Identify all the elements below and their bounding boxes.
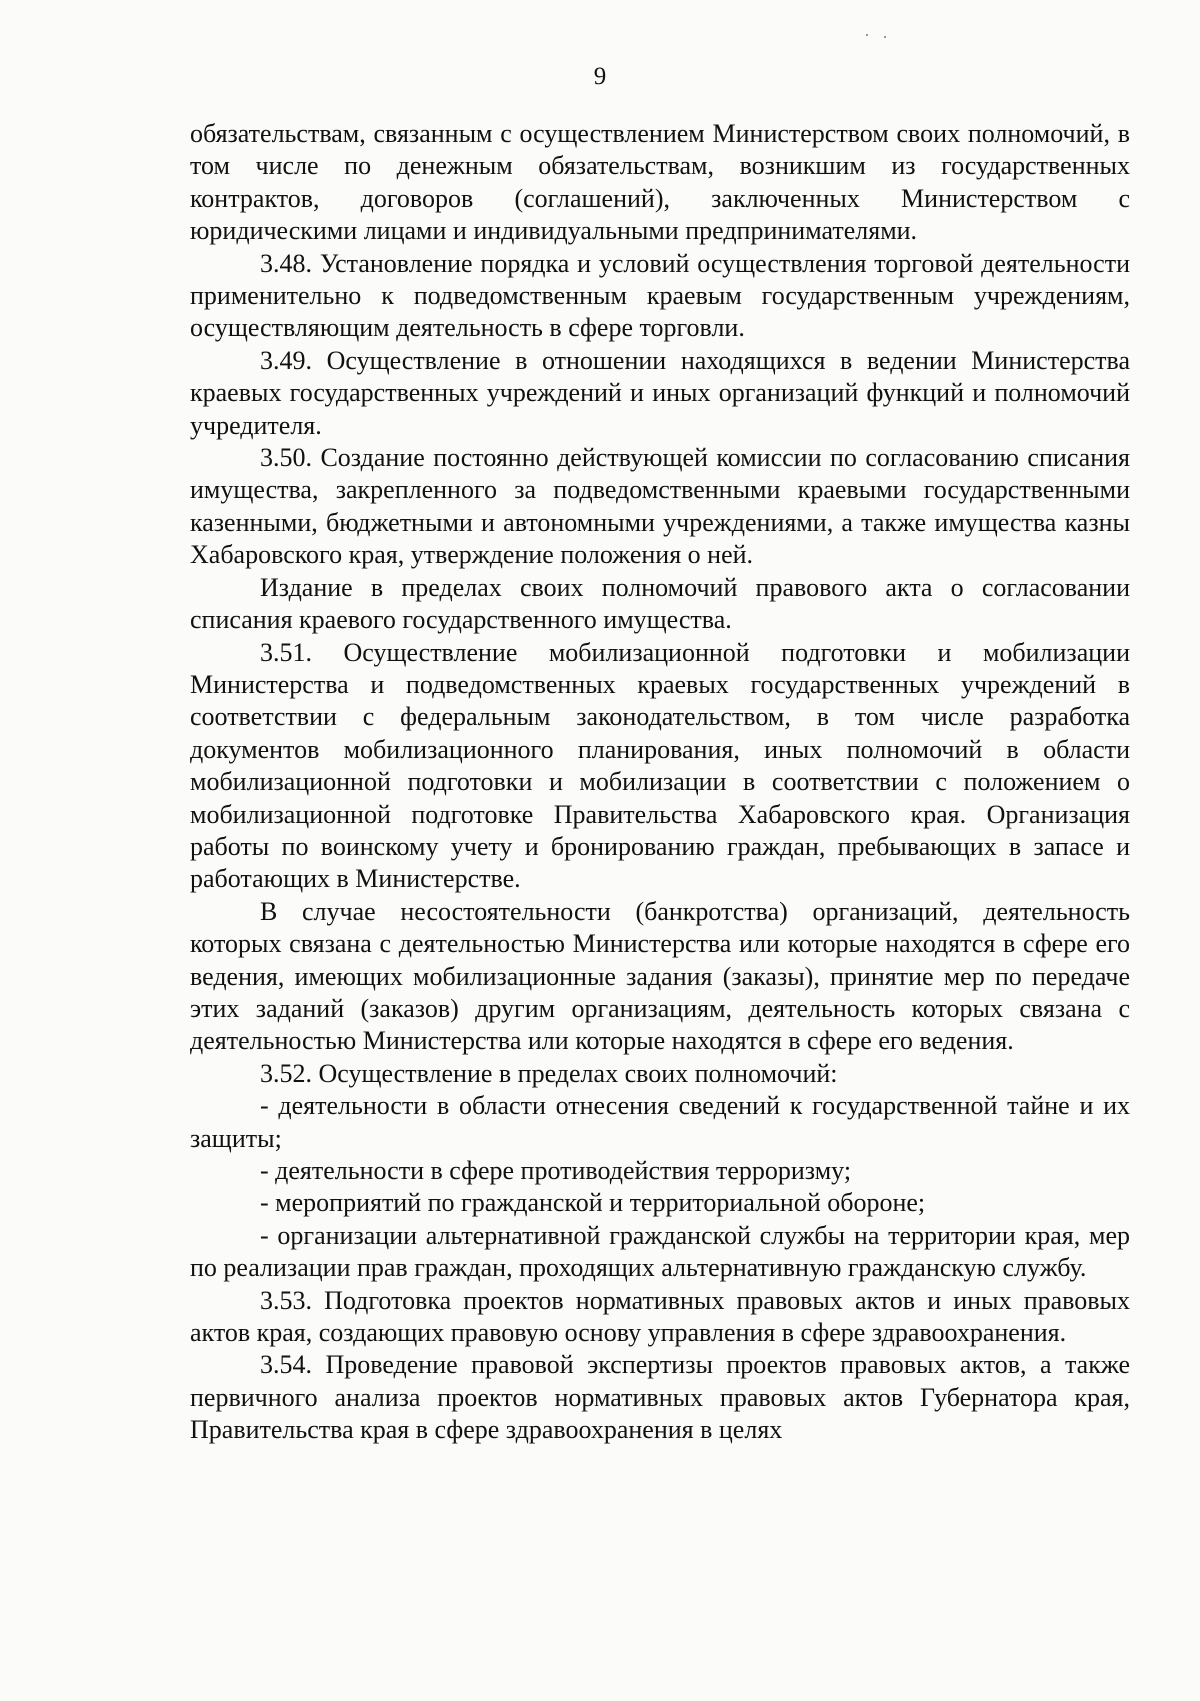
- paragraph-3-54: 3.54. Проведение правовой экспертизы проектов правовых актов, а также первичного анализа проектов нормативных правовых актов Губернатора края, Правительства края в сфере здравоохранения в целях: [190, 1350, 1130, 1445]
- paragraph-3-52: 3.52. Осуществление в пределах своих полномочий:: [260, 1058, 838, 1088]
- scan-speck: [866, 34, 868, 36]
- paragraph-continuation: обязательствам, связанным с осуществлением Министерством своих полномочий, в том числе по денежным обязательствам, возникшим из государственных контрактов, договоров (соглашений), заключенных Министерством с юридическими лицами и индивидуальными предпринимателями.: [190, 119, 1130, 246]
- list-item: - деятельности в области отнесения сведений к государственной тайне и их защиты;: [190, 1091, 1130, 1153]
- paragraph-3-50: 3.50. Создание постоянно действующей комиссии по согласованию списания имущества, закрепленного за подведомственными краевыми государственными казенными, бюджетными и автономными учреждениями, а также имущества казны Хабаровского края, утверждение положения о ней.: [190, 443, 1130, 570]
- paragraph-3-50-continued: Издание в пределах своих полномочий правового акта о согласовании списания краевого государственного имущества.: [190, 572, 1130, 635]
- paragraph-3-51-continued: В случае несостоятельности (банкротства) организаций, деятельность которых связана с деятельностью Министерства или которые находятся в сфере его ведения, имеющих мобилизационные задания (заказы), принятие мер по передаче этих заданий (заказов) другим организациям, деятельность которых связана с деятельностью Министерства или которые находятся в сфере его ведения.: [190, 896, 1130, 1056]
- document-body: [190, 118, 1130, 1447]
- paragraph-3-51: 3.51. Осуществление мобилизационной подготовки и мобилизации Министерства и подведомственных краевых государственных учреждений в соответствии с федеральным законодательством, в том числе разработка документов мобилизационного планирования, иных полномочий в области мобилизационной подготовки и мобилизации в соответствии с положением о мобилизационной подготовке Правительства Хабаровского края. Организация работы по воинскому учету и бронированию граждан, пребывающих в запасе и работающих в Министерстве.: [190, 637, 1130, 894]
- paragraph-3-53: 3.53. Подготовка проектов нормативных правовых актов и иных правовых актов края, создающих правовую основу управления в сфере здравоохранения.: [190, 1285, 1130, 1348]
- page-number: 9: [593, 63, 607, 90]
- list-item: - деятельности в сфере противодействия терроризму;: [260, 1156, 852, 1185]
- paragraph-3-48: 3.48. Установление порядка и условий осуществления торговой деятельности применительно к подведомственным краевым государственным учреждениям, осуществляющим деятельность в сфере торговли.: [190, 248, 1130, 343]
- paragraph-3-49: 3.49. Осуществление в отношении находящихся в ведении Министерства краевых государственных учреждений и иных организаций функций и полномочий учредителя.: [190, 345, 1130, 440]
- list-item: - организации альтернативной гражданской службы на территории края, мер по реализации прав граждан, проходящих альтернативную гражданскую службу.: [190, 1220, 1130, 1283]
- scan-speck: [884, 36, 886, 38]
- list-item: - мероприятий по гражданской и территориальной обороне;: [260, 1188, 926, 1218]
